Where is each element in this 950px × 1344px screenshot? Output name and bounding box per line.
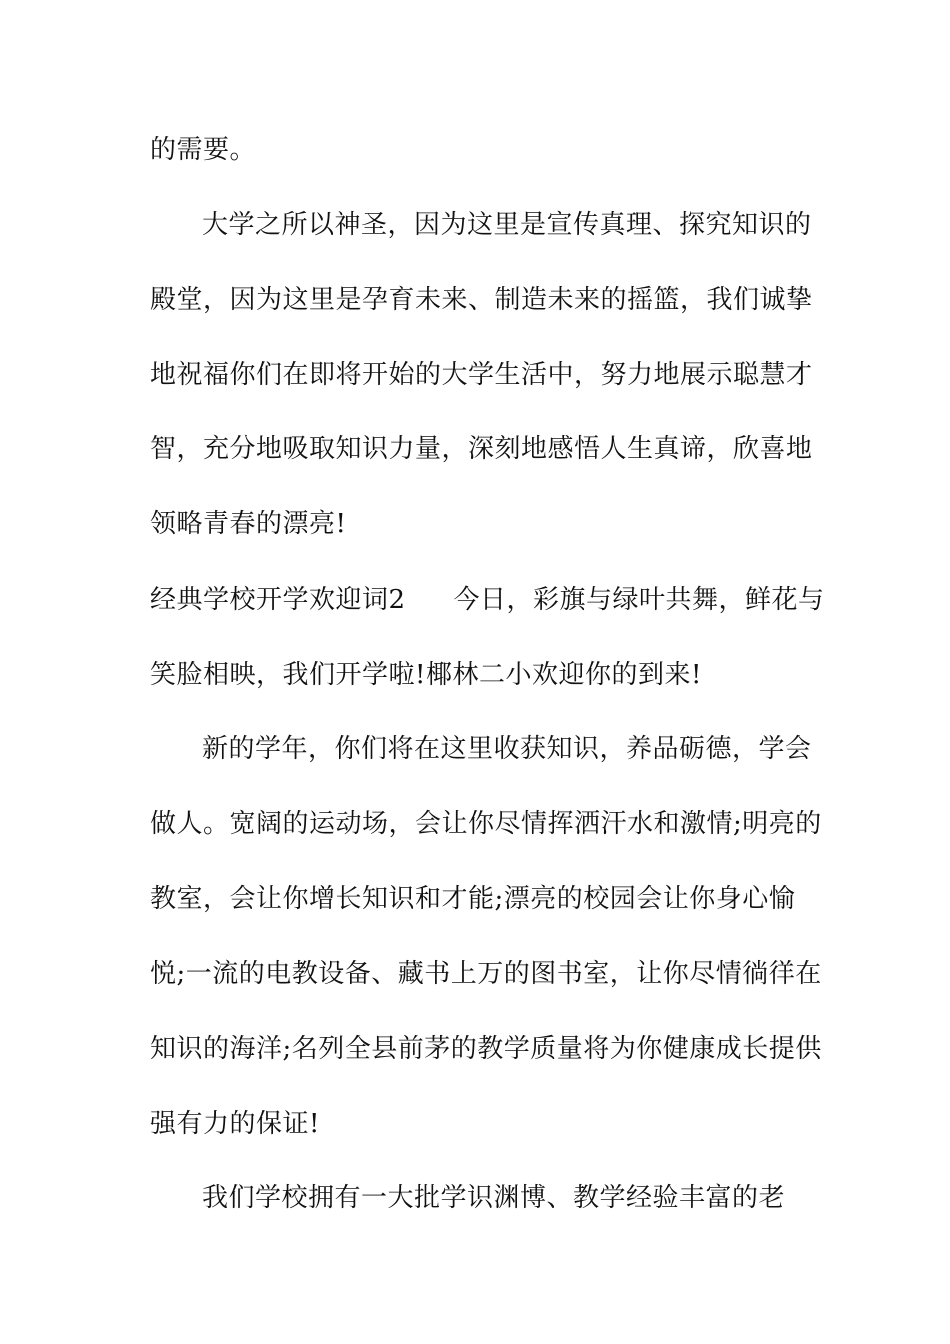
text-line: 教室，会让你增长知识和才能;漂亮的校园会让你身心愉 (150, 884, 796, 914)
paragraph-start: 大学之所以神圣，因为这里是宣传真理、探究知识的 (202, 210, 812, 240)
text-line: 地祝福你们在即将开始的大学生活中，努力地展示聪慧才 (150, 360, 813, 390)
text-line: 领略青春的漂亮! (150, 509, 347, 539)
text-line: 笑脸相映，我们开学啦!椰林二小欢迎你的到来! (150, 660, 702, 690)
paragraph-start: 我们学校拥有一大批学识渊博、教学经验丰富的老 (202, 1183, 786, 1213)
text-line: 悦;一流的电教设备、藏书上万的图书室，让你尽情徜徉在 (150, 959, 822, 989)
heading-line (150, 580, 825, 620)
text-line: 殿堂，因为这里是孕育未来、制造未来的摇篮，我们诚挚 (150, 285, 813, 315)
text-line: 的需要。 (150, 135, 257, 165)
text-line: 智，充分地吸取知识力量，深刻地感悟人生真谛，欣喜地 (150, 434, 813, 464)
text-line: 做人。宽阔的运动场，会让你尽情挥洒汗水和激情;明亮的 (150, 809, 822, 839)
text-line: 强有力的保证! (150, 1109, 320, 1139)
heading-text-continuation: 今日，彩旗与绿叶共舞，鲜花与 (453, 585, 825, 615)
section-heading: 经典学校开学欢迎词2 (150, 585, 406, 615)
paragraph-start: 新的学年，你们将在这里收获知识，养品砺德，学会 (202, 734, 812, 764)
text-line: 知识的海洋;名列全县前茅的教学质量将为你健康成长提供 (150, 1034, 822, 1064)
